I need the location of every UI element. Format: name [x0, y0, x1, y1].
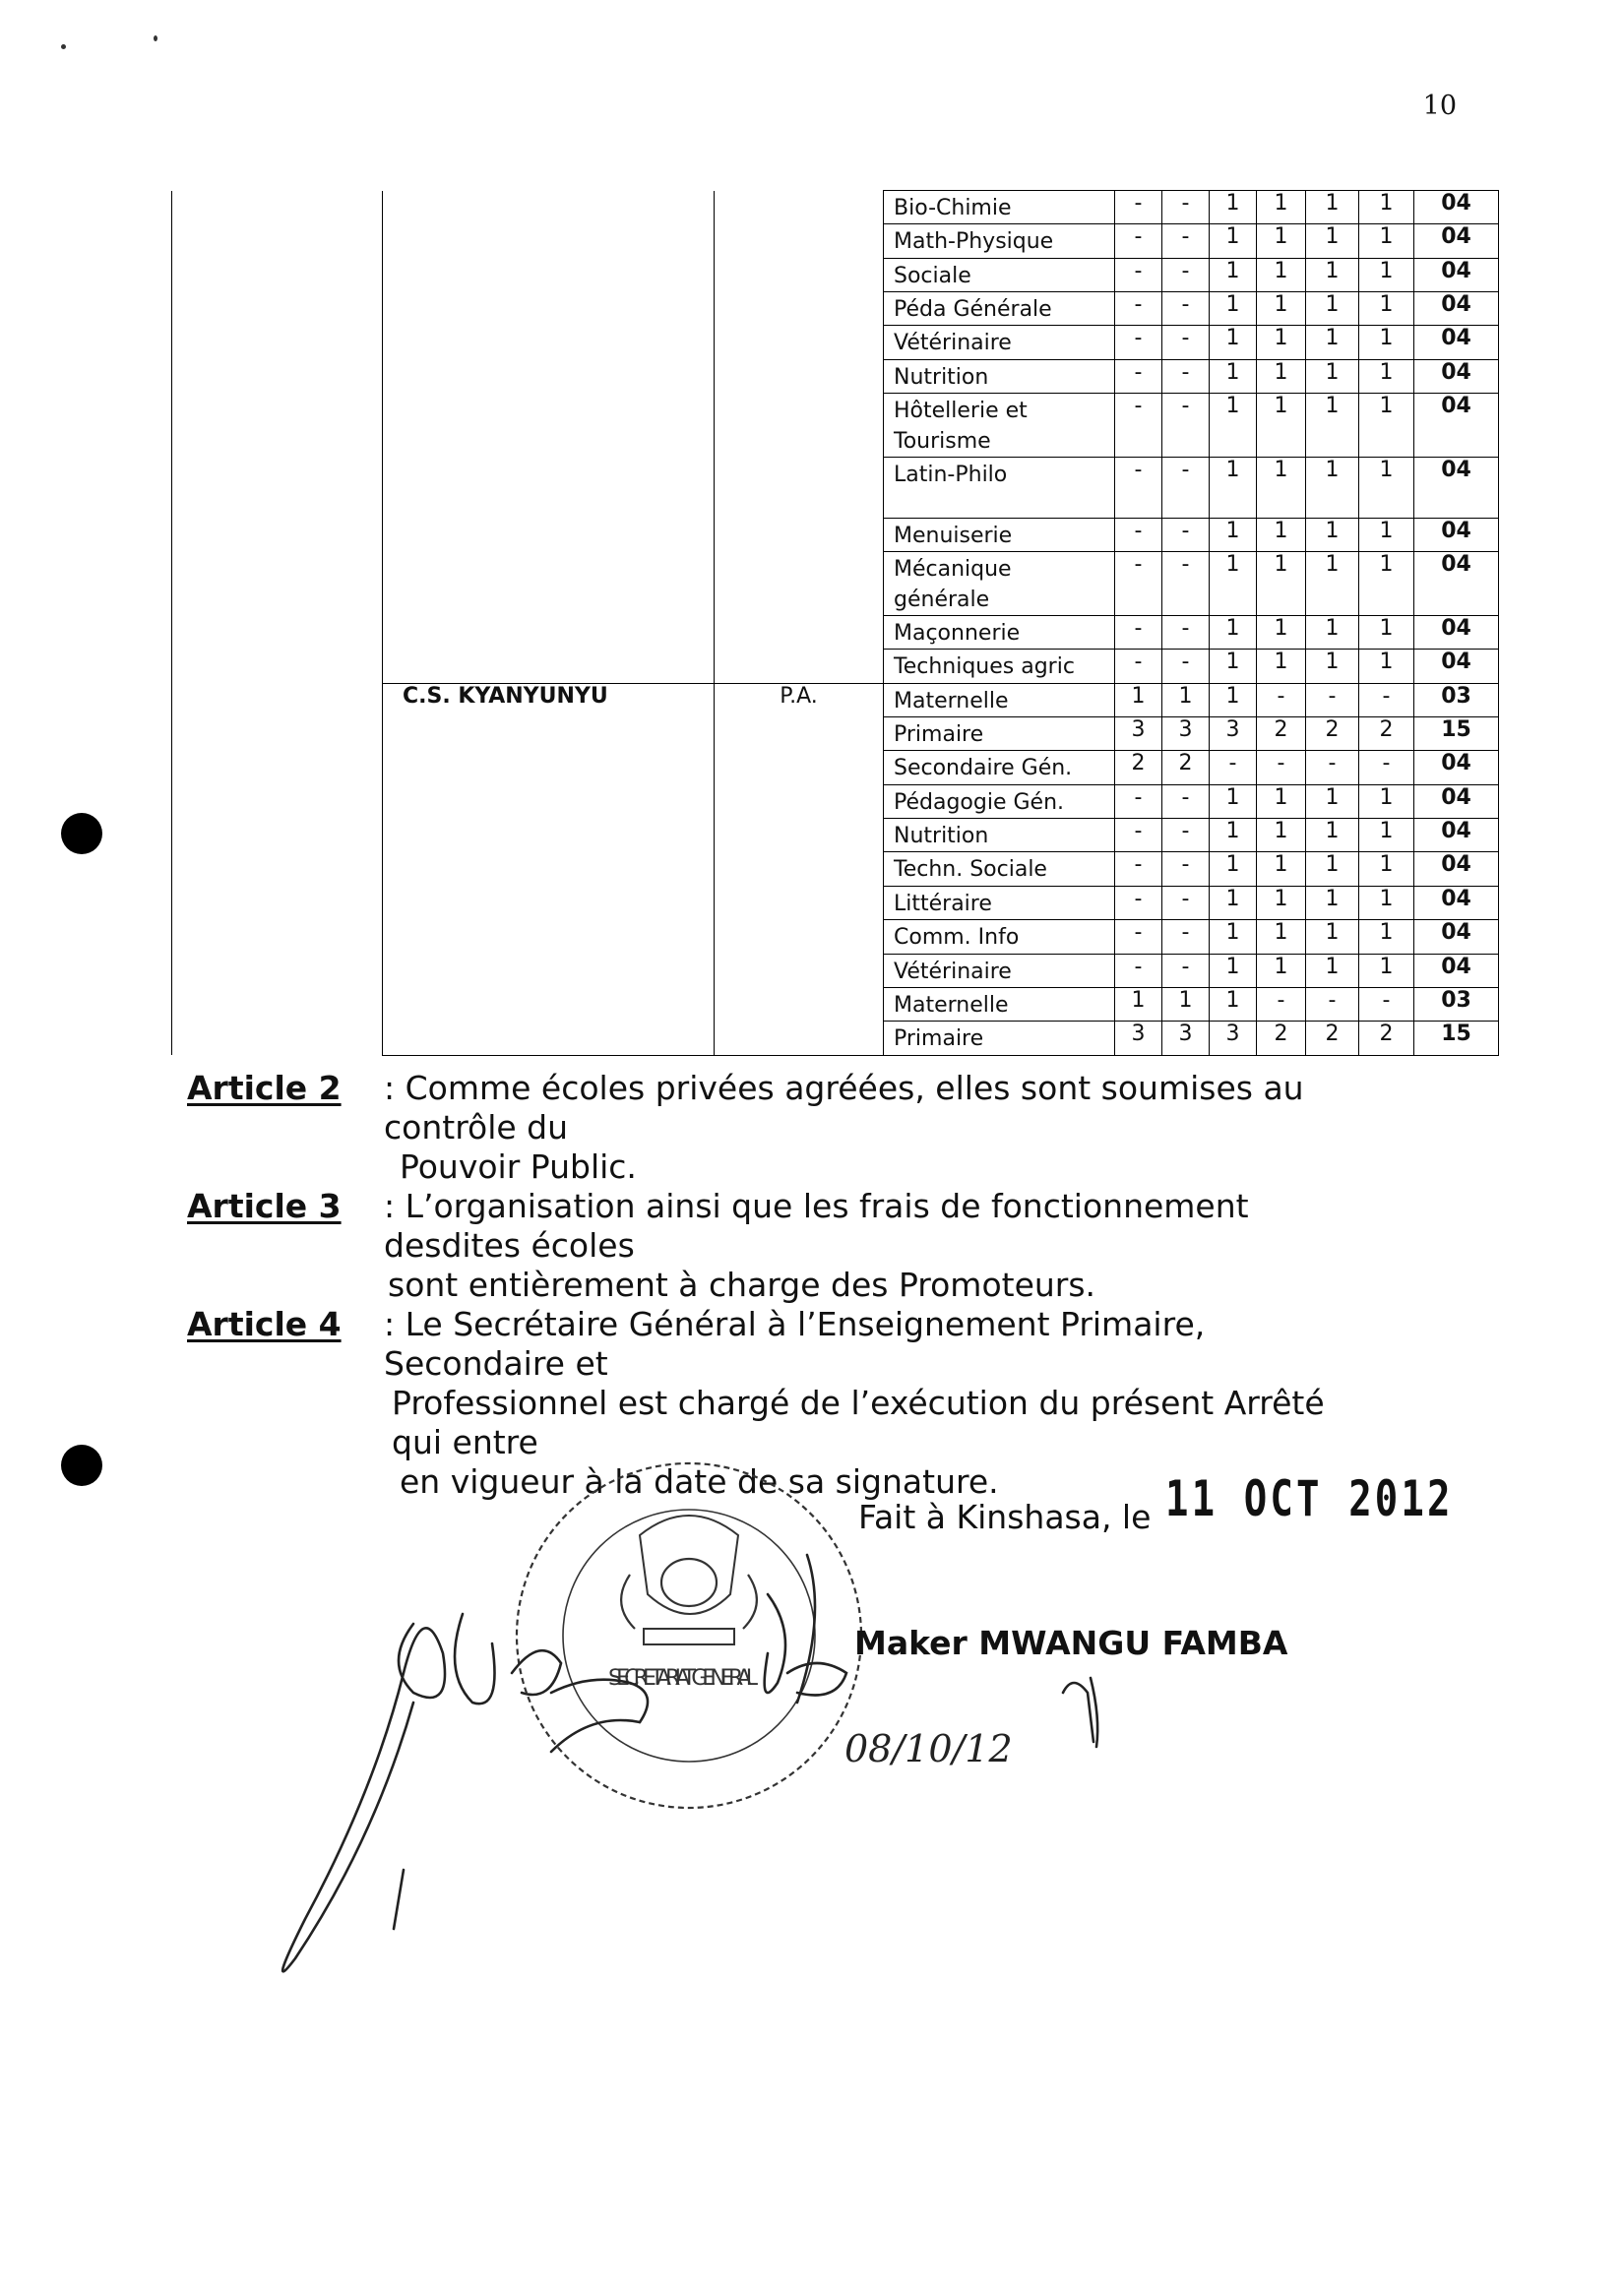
value-cell: 1 [1306, 394, 1359, 458]
value-cell: 1 [1306, 552, 1359, 616]
value-cell: - [1115, 191, 1162, 224]
value-cell: - [1115, 224, 1162, 258]
value-cell: - [1115, 819, 1162, 852]
school-name: C.S. KYANYUNYU [383, 683, 715, 1055]
value-cell: - [1115, 784, 1162, 818]
subject-cell: Péda Générale [884, 292, 1115, 326]
value-cell: 1 [1359, 650, 1414, 683]
article-text-line: : Comme écoles privées agréées, elles sont soumises au contrôle du [384, 1069, 1304, 1146]
total-cell: 04 [1414, 191, 1499, 224]
total-cell: 04 [1414, 518, 1499, 551]
place-date-label: Fait à Kinshasa, le [858, 1498, 1152, 1536]
total-cell: 04 [1414, 650, 1499, 683]
total-cell: 15 [1414, 717, 1499, 751]
total-cell: 04 [1414, 819, 1499, 852]
subject-cell: Vétérinaire [884, 954, 1115, 987]
value-cell: - [1257, 683, 1306, 716]
value-cell: - [1115, 615, 1162, 649]
value-cell: - [1115, 886, 1162, 919]
value-cell: - [1162, 954, 1210, 987]
value-cell: 1 [1162, 987, 1210, 1021]
value-cell: 1 [1210, 258, 1257, 291]
value-cell: - [1162, 552, 1210, 616]
value-cell: 1 [1257, 552, 1306, 616]
total-cell: 04 [1414, 751, 1499, 784]
subject-cell: Nutrition [884, 359, 1115, 393]
value-cell: 1 [1210, 394, 1257, 458]
value-cell: - [1115, 457, 1162, 518]
value-cell: 1 [1359, 457, 1414, 518]
value-cell: 1 [1306, 326, 1359, 359]
value-cell: 1 [1210, 954, 1257, 987]
value-cell: - [1115, 920, 1162, 954]
value-cell: 1 [1257, 258, 1306, 291]
total-cell: 04 [1414, 852, 1499, 886]
value-cell: - [1162, 784, 1210, 818]
value-cell: 3 [1210, 1022, 1257, 1055]
subject-cell: Menuiserie [884, 518, 1115, 551]
subject-cell: Pédagogie Gén. [884, 784, 1115, 818]
value-cell: - [1162, 359, 1210, 393]
subject-cell: Bio-Chimie [884, 191, 1115, 224]
value-cell: 1 [1210, 615, 1257, 649]
article-text-line: sont entièrement à charge des Promoteurs. [388, 1266, 1096, 1304]
value-cell: 2 [1162, 751, 1210, 784]
value-cell: - [1162, 326, 1210, 359]
value-cell: - [1115, 394, 1162, 458]
value-cell: - [1162, 615, 1210, 649]
value-cell: 1 [1257, 191, 1306, 224]
subject-cell: Hôtellerie et Tourisme [884, 394, 1115, 458]
value-cell: - [1162, 920, 1210, 954]
subject-cell: Vétérinaire [884, 326, 1115, 359]
value-cell: 1 [1210, 518, 1257, 551]
value-cell: 1 [1210, 852, 1257, 886]
value-cell: - [1359, 683, 1414, 716]
subject-cell: Nutrition [884, 819, 1115, 852]
article-label: Article 4 [187, 1305, 342, 1343]
subject-cell: Comm. Info [884, 920, 1115, 954]
value-cell: 1 [1210, 920, 1257, 954]
value-cell: 1 [1359, 920, 1414, 954]
total-cell: 03 [1414, 987, 1499, 1021]
article-text-line: : L’organisation ainsi que les frais de fonctionnement desdites écoles [384, 1187, 1249, 1265]
subject-cell: Primaire [884, 1022, 1115, 1055]
value-cell: 1 [1257, 886, 1306, 919]
value-cell: - [1257, 751, 1306, 784]
value-cell: - [1359, 987, 1414, 1021]
article-label: Article 3 [187, 1187, 342, 1225]
value-cell: 1 [1210, 987, 1257, 1021]
value-cell: 1 [1210, 457, 1257, 518]
article-label: Article 2 [187, 1069, 342, 1107]
subject-cell: Secondaire Gén. [884, 751, 1115, 784]
total-cell: 04 [1414, 457, 1499, 518]
signatory-name: Maker MWANGU FAMBA [854, 1624, 1288, 1662]
value-cell: 1 [1115, 683, 1162, 716]
article-text-line: Professionnel est chargé de l’exécution du présent Arrêté qui entre [392, 1384, 1325, 1461]
value-cell: - [1115, 552, 1162, 616]
value-cell: 1 [1257, 615, 1306, 649]
subject-cell: Math-Physique [884, 224, 1115, 258]
value-cell: 1 [1359, 886, 1414, 919]
value-cell: 1 [1210, 292, 1257, 326]
value-cell: - [1115, 359, 1162, 393]
value-cell: 1 [1306, 784, 1359, 818]
total-cell: 04 [1414, 359, 1499, 393]
value-cell: 1 [1306, 886, 1359, 919]
value-cell: 2 [1359, 1022, 1414, 1055]
value-cell: - [1162, 852, 1210, 886]
value-cell: 1 [1210, 784, 1257, 818]
value-cell: 1 [1306, 518, 1359, 551]
value-cell: - [1162, 258, 1210, 291]
value-cell: 1 [1210, 326, 1257, 359]
value-cell: - [1162, 819, 1210, 852]
total-cell: 04 [1414, 394, 1499, 458]
value-cell: 1 [1257, 852, 1306, 886]
subject-cell: Maternelle [884, 987, 1115, 1021]
value-cell: 1 [1359, 784, 1414, 818]
total-cell: 03 [1414, 683, 1499, 716]
subject-cell: Techn. Sociale [884, 852, 1115, 886]
value-cell: 1 [1257, 784, 1306, 818]
value-cell: - [1162, 394, 1210, 458]
value-cell: 1 [1359, 615, 1414, 649]
value-cell: 1 [1257, 457, 1306, 518]
value-cell: 1 [1306, 852, 1359, 886]
value-cell: 3 [1115, 1022, 1162, 1055]
article-text-line: Pouvoir Public. [400, 1147, 637, 1186]
value-cell: 1 [1359, 954, 1414, 987]
value-cell: 1 [1210, 359, 1257, 393]
value-cell: 1 [1306, 292, 1359, 326]
value-cell: 1 [1359, 359, 1414, 393]
value-cell: - [1115, 650, 1162, 683]
seal-text: SECRETARIAT GENERAL [608, 1666, 758, 1691]
value-cell: 2 [1115, 751, 1162, 784]
value-cell: 1 [1306, 258, 1359, 291]
subject-cell: Primaire [884, 717, 1115, 751]
value-cell: - [1306, 683, 1359, 716]
value-cell: - [1115, 852, 1162, 886]
value-cell: - [1359, 751, 1414, 784]
value-cell: 1 [1257, 394, 1306, 458]
total-cell: 15 [1414, 1022, 1499, 1055]
value-cell: - [1257, 987, 1306, 1021]
value-cell: 1 [1306, 650, 1359, 683]
subject-cell: Sociale [884, 258, 1115, 291]
value-cell: 1 [1306, 819, 1359, 852]
value-cell: 3 [1210, 717, 1257, 751]
value-cell: 1 [1359, 518, 1414, 551]
value-cell: 1 [1359, 819, 1414, 852]
value-cell: 1 [1306, 615, 1359, 649]
value-cell: 1 [1257, 326, 1306, 359]
subject-cell: Littéraire [884, 886, 1115, 919]
value-cell: 1 [1359, 326, 1414, 359]
value-cell: - [1115, 292, 1162, 326]
value-cell: 1 [1162, 683, 1210, 716]
value-cell: - [1210, 751, 1257, 784]
value-cell: 1 [1257, 518, 1306, 551]
subject-cell: Mécanique générale [884, 552, 1115, 616]
school-status: P.A. [715, 683, 884, 1055]
value-cell: 2 [1359, 717, 1414, 751]
value-cell: 1 [1359, 292, 1414, 326]
value-cell: 1 [1257, 224, 1306, 258]
total-cell: 04 [1414, 552, 1499, 616]
value-cell: 1 [1359, 191, 1414, 224]
value-cell: 1 [1257, 954, 1306, 987]
total-cell: 04 [1414, 224, 1499, 258]
value-cell: 1 [1210, 683, 1257, 716]
total-cell: 04 [1414, 615, 1499, 649]
value-cell: 1 [1210, 552, 1257, 616]
value-cell: - [1162, 191, 1210, 224]
value-cell: - [1115, 326, 1162, 359]
value-cell: - [1162, 457, 1210, 518]
value-cell: 1 [1306, 191, 1359, 224]
value-cell: 3 [1162, 1022, 1210, 1055]
value-cell: 1 [1115, 987, 1162, 1021]
handwritten-date: 08/10/12 [844, 1727, 1013, 1770]
value-cell: 1 [1306, 457, 1359, 518]
value-cell: - [1162, 650, 1210, 683]
value-cell: 1 [1257, 292, 1306, 326]
value-cell: - [1115, 258, 1162, 291]
value-cell: - [1306, 751, 1359, 784]
value-cell: 1 [1210, 819, 1257, 852]
value-cell: 1 [1257, 650, 1306, 683]
stamped-date: 11 OCT 2012 [1165, 1470, 1454, 1527]
value-cell: 2 [1306, 717, 1359, 751]
value-cell: 2 [1257, 1022, 1306, 1055]
value-cell: 1 [1210, 650, 1257, 683]
value-cell: 1 [1210, 886, 1257, 919]
value-cell: 1 [1359, 394, 1414, 458]
value-cell: - [1162, 886, 1210, 919]
page-number: 10 [1422, 91, 1457, 121]
value-cell: 1 [1306, 359, 1359, 393]
subject-cell: Techniques agric [884, 650, 1115, 683]
total-cell: 04 [1414, 326, 1499, 359]
value-cell: 1 [1257, 359, 1306, 393]
total-cell: 04 [1414, 954, 1499, 987]
value-cell: 1 [1359, 552, 1414, 616]
value-cell: 1 [1359, 258, 1414, 291]
value-cell: 1 [1359, 224, 1414, 258]
subject-cell: Maçonnerie [884, 615, 1115, 649]
value-cell: - [1162, 224, 1210, 258]
value-cell: - [1162, 518, 1210, 551]
total-cell: 04 [1414, 258, 1499, 291]
value-cell: 1 [1306, 954, 1359, 987]
value-cell: 2 [1257, 717, 1306, 751]
value-cell: 1 [1359, 852, 1414, 886]
total-cell: 04 [1414, 920, 1499, 954]
value-cell: 1 [1306, 224, 1359, 258]
value-cell: - [1115, 518, 1162, 551]
total-cell: 04 [1414, 886, 1499, 919]
value-cell: - [1115, 954, 1162, 987]
value-cell: 3 [1115, 717, 1162, 751]
subject-cell: Maternelle [884, 683, 1115, 716]
value-cell: - [1306, 987, 1359, 1021]
value-cell: - [1162, 292, 1210, 326]
total-cell: 04 [1414, 292, 1499, 326]
value-cell: 1 [1210, 191, 1257, 224]
value-cell: 1 [1257, 920, 1306, 954]
value-cell: 1 [1306, 920, 1359, 954]
subject-cell: Latin-Philo [884, 457, 1115, 518]
value-cell: 1 [1257, 819, 1306, 852]
article-text-line: : Le Secrétaire Général à l’Enseignement Primaire, Secondaire et [384, 1305, 1206, 1383]
value-cell: 2 [1306, 1022, 1359, 1055]
value-cell: 3 [1162, 717, 1210, 751]
total-cell: 04 [1414, 784, 1499, 818]
article-text-line: en vigueur à la date de sa signature. [400, 1462, 999, 1501]
value-cell: 1 [1210, 224, 1257, 258]
